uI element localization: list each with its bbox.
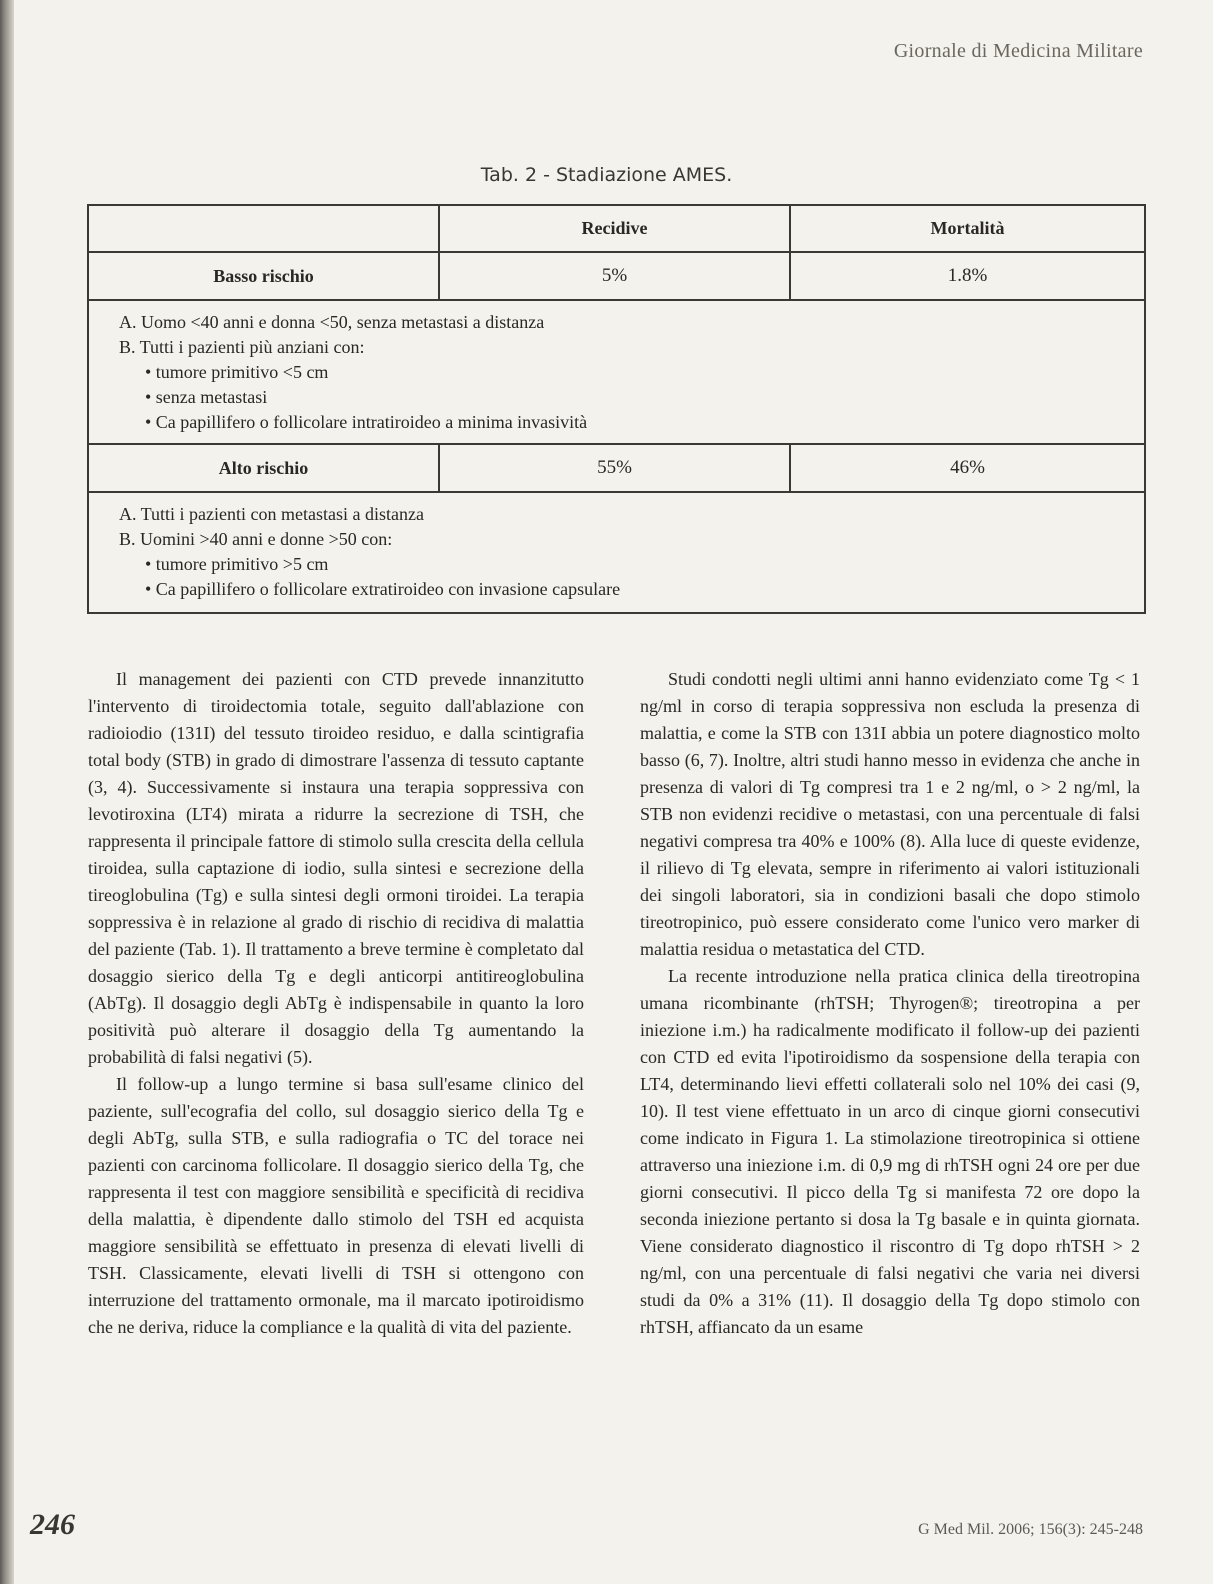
criteria-line: A. Tutti i pazienti con metastasi a distanza — [119, 504, 424, 524]
table-caption: Tab. 2 - Stadiazione AMES. — [480, 164, 733, 186]
body-paragraph: Il management dei pazienti con CTD prevede innanzitutto l'intervento di tiroidectomia totale, seguito dall'ablazione con radioiodio (131I) del tessuto tiroideo residuo, e dalla scintigrafia total body (STB) in grado di dimostrare l'assenza di tessuto captante (3, 4). Successivamente si instaura una terapia soppressiva con levotiroxina (LT4) mirata a ridurre la secrezione di TSH, che rappresenta il principale fattore di stimolo sulla crescita della cellula tiroidea, sulla captazione di iodio, sulla sintesi e secrezione della tireoglobulina (Tg) e sulla sintesi degli ormoni tiroidei. La terapia soppressiva è in relazione al grado di rischio di recidiva di malattia del paziente (Tab. 1). Il trattamento a breve termine è completato dal dosaggio sierico della Tg e degli anticorpi antitireoglobulina (AbTg). Il dosaggio degli AbTg è indispensabile in quanto la loro positività può alterare il dosaggio della Tg aumentando la probabilità di falsi negativi (5). — [88, 669, 584, 1067]
high-risk-recidive: 55% — [440, 445, 791, 491]
high-risk-label: Alto rischio — [89, 445, 440, 491]
low-risk-criteria — [89, 301, 1144, 445]
criteria-bullet: • senza metastasi — [145, 387, 268, 407]
header-recidive: Recidive — [440, 206, 791, 251]
criteria-line: B. Uomini >40 anni e donne >50 con: — [119, 529, 393, 549]
ames-staging-table — [87, 204, 1146, 614]
criteria-line: B. Tutti i pazienti più anziani con: — [119, 337, 365, 357]
body-paragraph: La recente introduzione nella pratica clinica della tireotropina umana ricombinante (rhTSH; Thyrogen®; tireotropina a per iniezione i.m.) ha radicalmente modificato il follow-up dei pazienti con CTD ed evita l'ipotiroidismo da sospensione della terapia con LT4, determinando lievi effetti collaterali solo nel 10% dei casi (9, 10). Il test viene effettuato in un arco di cinque giorni consecutivi come indicato in Figura 1. La stimolazione tireotropinica si ottiene attraverso una iniezione i.m. di 0,9 mg di rhTSH ogni 24 ore per due giorni consecutivi. Il picco della Tg si manifesta 72 ore dopo la seconda iniezione pertanto si dosa la Tg basale e in quinta giornata. Viene considerato diagnostico il riscontro di Tg dopo rhTSH > 2 ng/ml, con una percentuale di falsi negativi che varia nei diversi studi da 0% a 31% (11). Il dosaggio della Tg dopo stimolo con rhTSH, affiancato da un esame — [640, 966, 1140, 1337]
body-paragraph: Studi condotti negli ultimi anni hanno evidenziato come Tg < 1 ng/ml in corso di terapia soppressiva non escluda la presenza di malattia, e come la STB con 131I abbia un potere diagnostico molto basso (6, 7). Inoltre, altri studi hanno messo in evidenza che anche in presenza di valori di Tg compresi tra 1 e 2 ng/ml, o > 2 ng/ml, la STB non evidenzi recidive o metastasi, con una percentuale di falsi negativi compresa tra 40% e 100% (8). Alla luce di queste evidenze, il rilievo di Tg elevata, sempre in riferimento ai valori istituzionali dei singoli laboratori, sia in condizioni basali che dopo stimolo tireotropinico, può essere considerato come l'unico vero marker di malattia residua o metastatica del CTD. — [640, 669, 1140, 959]
low-risk-recidive: 5% — [440, 253, 791, 299]
high-risk-row — [89, 445, 1144, 493]
criteria-bullet: • Ca papillifero o follicolare intratiroideo a minima invasività — [145, 412, 588, 432]
high-risk-mortalita: 46% — [950, 457, 985, 478]
low-risk-mortalita: 1.8% — [947, 265, 988, 286]
body-column-left — [88, 666, 584, 1341]
journal-name: Giornale di Medicina Militare — [893, 40, 1143, 62]
criteria-bullet: • tumore primitivo >5 cm — [145, 554, 329, 574]
low-risk-label: Basso rischio — [89, 253, 440, 299]
criteria-bullet: • Ca papillifero o follicolare extratiroideo con invasione capsulare — [145, 579, 621, 599]
page-binding-edge — [0, 0, 14, 1584]
criteria-bullet: • tumore primitivo <5 cm — [145, 362, 329, 382]
header-mortalita: Mortalità — [930, 218, 1005, 238]
low-risk-row — [89, 253, 1144, 301]
body-paragraph: Il follow-up a lungo termine si basa sull'esame clinico del paziente, sull'ecografia del collo, sul dosaggio sierico della Tg e degli AbTg, sulla STB, e sulla radiografia o TC del torace nei pazienti con carcinoma follicolare. Il dosaggio sierico della Tg, che rappresenta il test con maggiore sensibilità e specificità di recidiva della malattia, è dipendente dallo stimolo del TSH ed acquista maggiore sensibilità se effettuato in presenza di elevati livelli di TSH. Classicamente, elevati livelli di TSH si ottengono con interruzione del trattamento ormonale, ma il marcato ipotiroidismo che ne deriva, riduce la compliance e la qualità di vita del paziente. — [88, 1074, 584, 1337]
criteria-line: A. Uomo <40 anni e donna <50, senza metastasi a distanza — [119, 312, 545, 332]
header-empty-cell — [89, 206, 440, 251]
journal-citation: G Med Mil. 2006; 156(3): 245-248 — [918, 1521, 1143, 1538]
body-column-right — [640, 666, 1140, 1341]
page-number: 246 — [30, 1508, 75, 1541]
table-header-row — [89, 206, 1144, 253]
high-risk-criteria — [89, 493, 1144, 612]
